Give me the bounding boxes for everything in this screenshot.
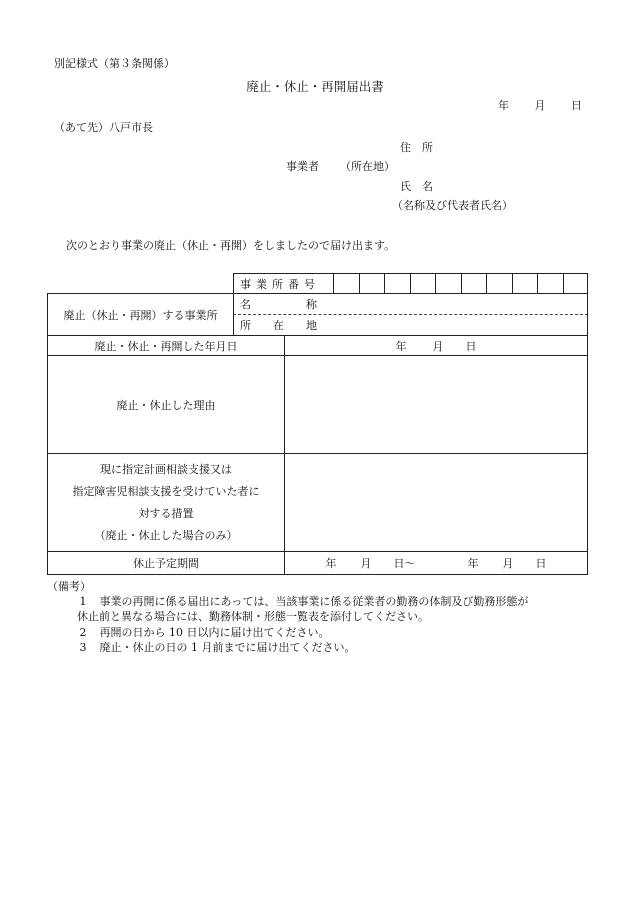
date-value-year: 年 <box>395 339 407 353</box>
note-3-line-1: 廃止・休止の日の 1 月前までに届け出てください。 <box>99 641 356 654</box>
planned-end-day: 日 <box>535 557 547 570</box>
location-label: （所在地） <box>340 160 395 174</box>
address-label: 住 所 <box>400 140 433 154</box>
measures-field[interactable] <box>285 454 587 551</box>
submission-date <box>476 97 582 113</box>
reason-label: 廃止・休止した理由 <box>116 398 216 412</box>
date-value <box>285 336 587 355</box>
reason-field[interactable] <box>285 356 587 453</box>
measures-line-4: （廃止・休止した場合のみ） <box>94 528 238 542</box>
planned-start-year: 年 <box>325 557 337 570</box>
report-table <box>47 273 588 575</box>
planned-start-month: 月 <box>360 557 372 570</box>
note-3-number: 3 <box>79 641 87 654</box>
name-label: 氏 名 <box>400 179 433 193</box>
representative-label: （名称及び代表者氏名） <box>392 199 513 213</box>
remarks-heading: （備考） <box>47 580 91 593</box>
planned-end-month: 月 <box>502 557 514 570</box>
intro-text: 次のとおり事業の廃止（休止・再開）をしましたので届け出ます。 <box>66 239 396 252</box>
date-month: 月 <box>534 99 546 112</box>
note-1-line-2: 休止前と異なる場合には、勤務体制・形態一覧表を添付してください。 <box>77 610 429 623</box>
date-day: 日 <box>571 99 582 112</box>
applicant-block <box>286 137 530 215</box>
planned-end-year: 年 <box>467 557 479 570</box>
note-3 <box>70 639 356 655</box>
measures-line-3: 対する措置 <box>138 506 194 520</box>
note-1 <box>70 593 528 609</box>
date-value-month: 月 <box>432 339 444 353</box>
note-1-line-1: 事業の再開に係る届出にあっては、当該事業に係る従業者の勤務の体制及び勤務形態が <box>99 595 529 608</box>
applicant-label: 事業者 <box>286 160 319 174</box>
note-2-line-1: 再開の日から 10 日以内に届け出てください。 <box>99 626 330 639</box>
note-2-number: 2 <box>79 626 87 639</box>
office-name-label: 名 称 <box>240 298 317 311</box>
note-2 <box>70 624 330 640</box>
office-label: 廃止（休止・再開）する事業所 <box>63 308 218 322</box>
form-label: 別記様式（第３条関係） <box>54 57 175 70</box>
date-label: 廃止・休止・再開した年月日 <box>94 339 238 353</box>
office-number-label: 事業所番号 <box>240 277 320 291</box>
measures-label <box>48 454 284 551</box>
note-1-continued <box>77 608 429 624</box>
office-location-label: 所 在 地 <box>240 319 317 332</box>
planned-period <box>285 552 587 574</box>
addressee: （あて先）八戸市長 <box>54 121 153 134</box>
planned-label: 休止予定期間 <box>133 557 199 570</box>
note-1-number: 1 <box>79 595 87 608</box>
measures-line-2: 指定障害児相談支援を受けていた者に <box>72 484 260 498</box>
date-year: 年 <box>498 99 509 112</box>
document-title: 廃止・休止・再開届出書 <box>246 79 384 94</box>
planned-start-day: 日～ <box>393 557 416 570</box>
date-value-day: 日 <box>465 339 477 353</box>
measures-line-1: 現に指定計画相談支援又は <box>100 462 232 476</box>
